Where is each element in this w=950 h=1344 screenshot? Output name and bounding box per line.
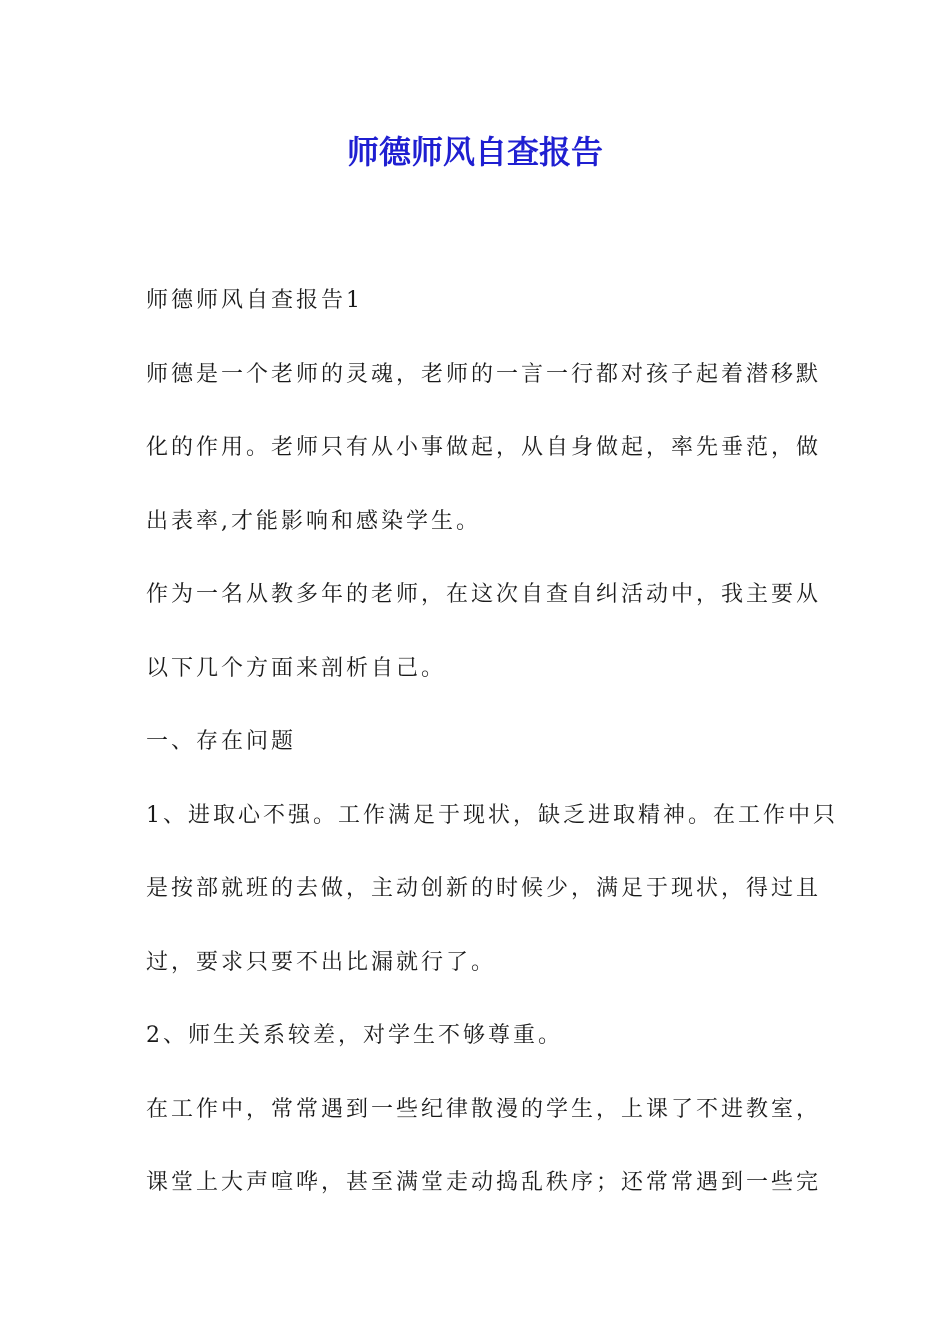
subtitle-line: 师德师风自查报告1 [146, 288, 363, 313]
paragraph-line: 作为一名从教多年的老师，在这次自查自纠活动中，我主要从 [146, 582, 822, 607]
document-body [146, 264, 838, 1220]
paragraph-line: 出表率,才能影响和感染学生。 [146, 508, 481, 534]
section-heading: 一、存在问题 [146, 729, 297, 754]
paragraph-line: 师德是一个老师的灵魂，老师的一言一行都对孩子起着潜移默 [146, 361, 822, 387]
paragraph-line: 化的作用。老师只有从小事做起，从自身做起，率先垂范，做 [146, 435, 822, 460]
paragraph-line: 课堂上大声喧哗，甚至满堂走动捣乱秩序；还常常遇到一些完 [146, 1170, 822, 1195]
paragraph-line: 在工作中，常常遇到一些纪律散漫的学生，上课了不进教室， [146, 1096, 822, 1122]
document-title: 师德师风自查报告 [346, 133, 603, 171]
paragraph-line: 是按部就班的去做，主动创新的时候少，满足于现状，得过且 [146, 876, 822, 901]
paragraph-line: 1、进取心不强。工作满足于现状，缺乏进取精神。在工作中只 [146, 802, 838, 828]
paragraph-line: 以下几个方面来剖析自己。 [146, 655, 447, 681]
paragraph-line: 2、师生关系较差，对学生不够尊重。 [146, 1023, 563, 1048]
paragraph-line: 过，要求只要不出比漏就行了。 [146, 949, 497, 975]
